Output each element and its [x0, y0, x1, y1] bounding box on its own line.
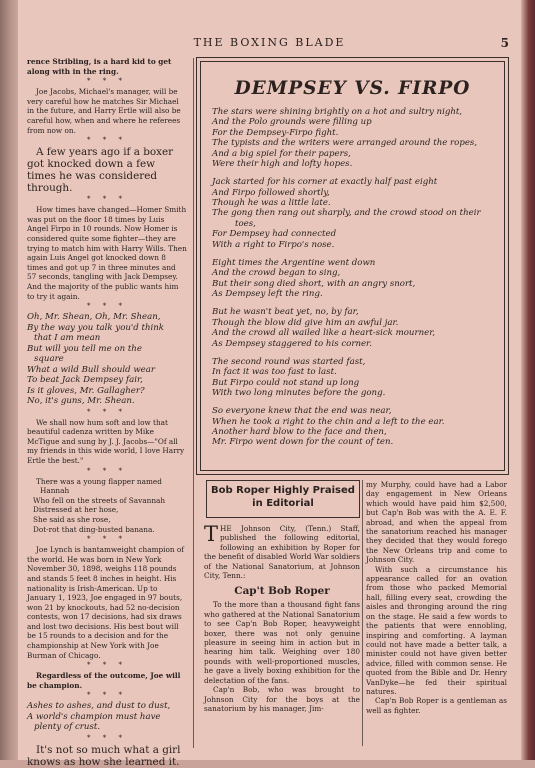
verse-line: No, it's guns, Mr. Shean.: [27, 396, 135, 407]
poem-line: And the crowd all wailed like a heart-sick mourner,: [212, 328, 436, 339]
verse-line: plenty of crust.: [34, 722, 101, 733]
poem-line: And Firpo followed shortly,: [212, 187, 330, 198]
lead-text: HE Johnson City, (Tenn.) Staff, published the following editorial, following an exhibition by Roper for the benefit of disabled World War soldiers of the National Sanatorium, at Johnson City, Tenn.:: [204, 524, 360, 581]
poem-line: The stars were shining brightly on a hot and sultry night,: [212, 107, 463, 117]
magazine-page: [18, 0, 521, 768]
verse-line: Distressed at her hose,: [33, 505, 119, 515]
separator-stars: * * *: [87, 733, 127, 742]
verse-line: Oh, Mr. Shean, Oh, Mr. Shean,: [27, 312, 161, 323]
article-column-1: [204, 524, 360, 713]
paragraph-large: It's not so much what a girl knows as how she learned it.: [27, 743, 181, 768]
verse-line: that I am mean: [34, 333, 101, 344]
article-headline-box: [206, 480, 360, 518]
limerick: [27, 486, 187, 534]
article-headline: [207, 484, 359, 510]
paragraph: Cap'n Bob, who was brought to Johnson City for the boys at the sanatorium by his manager, Jim-: [204, 685, 360, 713]
separator-stars: * * *: [87, 136, 127, 145]
separator-stars: * * *: [87, 691, 127, 700]
running-title: THE BOXING BLADE: [193, 36, 346, 49]
page-number: 5: [500, 36, 509, 50]
poem-line: toes,: [235, 218, 256, 229]
headline-line: in Editorial: [252, 498, 314, 509]
article-lead: [204, 524, 360, 580]
poem-line: For Dempsey had connected: [212, 229, 337, 240]
verse-line: Ashes to ashes, and dust to dust,: [27, 701, 171, 712]
article-subhead: Cap't Bob Roper: [234, 585, 330, 598]
verse-line: Hannah: [40, 486, 70, 496]
poem-line: As Dempsey left the ring.: [212, 289, 323, 300]
stanza: [212, 307, 502, 349]
song-verse: [27, 312, 187, 407]
poem-line: The gong then rang out sharply, and the crowd stood on their: [212, 208, 481, 219]
poem-line: Jack started for his corner at exactly half past eight: [212, 177, 438, 188]
stanza: [212, 357, 502, 399]
poem-line: But their song died short, with an angry snort,: [212, 278, 416, 289]
poem-title: DEMPSEY VS. FIRPO: [234, 78, 471, 99]
paragraph: Joe Lynch is bantamweight champion of the world. He was born in New York November 30, 1898, weighs 118 pounds and stands 5 feet 8 inches in height. His nationality is Irish-American. Up to January 1, 1923, Joe engaged in 97 bouts, won 21 by knockouts, had 52 no-decision contests, won 17 decisions, had six draws and lost two decisions. His best bout will be 15 rounds to a decision and for the championship at New York with Joe Burman of Chicago.: [27, 545, 185, 660]
stanza: [212, 177, 502, 250]
poem-line: But he wasn't beat yet, no, by far,: [212, 307, 359, 318]
headline-line: Bob Roper Highly Praised: [211, 485, 355, 496]
verse-line: But will you tell me on the: [27, 343, 142, 354]
poem-line: Another hard blow to the face and then,: [212, 426, 387, 437]
paragraph: rence Stribling, is a hard kid to get along with in the ring.: [27, 57, 172, 76]
poem-line: So everyone knew that the end was near,: [212, 406, 392, 417]
poem-line: When he took a right to the chin and a left to the ear.: [212, 416, 445, 427]
drop-cap: T: [204, 522, 219, 546]
column-left: [27, 57, 187, 768]
page-header: [18, 36, 521, 52]
poem-line: The second round was started fast,: [212, 356, 366, 367]
poem-line: Mr. Firpo went down for the count of ten.: [212, 437, 394, 448]
poem-line: The typists and the writers were arranged around the ropes,: [212, 138, 478, 149]
paragraph: Regardless of the outcome, Joe will be champion.: [27, 671, 181, 690]
separator-stars: * * *: [87, 302, 127, 311]
article-column-2: [366, 480, 507, 715]
separator-stars: * * *: [87, 195, 127, 204]
verse-line: She said as she rose,: [33, 514, 111, 524]
verse-line: square: [34, 354, 64, 365]
column-divider: [193, 58, 194, 748]
verse-line: A world's champion must have: [27, 711, 161, 722]
separator-stars: * * *: [87, 407, 127, 416]
poem-line: Were their high and lofty hopes.: [212, 159, 353, 170]
poem-line: Though the blow did give him an awful jar.: [212, 317, 399, 328]
poem-line: With a right to Firpo's nose.: [212, 239, 335, 250]
poem-inner-border: [200, 61, 505, 471]
poem-body: [212, 107, 502, 456]
paragraph: Joe Jacobs, Michael's manager, will be very careful how he matches Sir Michael in the future, and Harry Ertle will also be careful how, when and where he referees from now on.: [27, 87, 181, 135]
verse-line: By the way you talk you'd think: [27, 322, 164, 333]
poem-line: With two long minutes before the gong.: [212, 387, 386, 398]
limerick-intro: There was a young flapper named: [36, 476, 162, 486]
stanza: [212, 107, 502, 169]
poem-line: But Firpo could not stand up long: [212, 377, 360, 388]
separator-stars: * * *: [87, 466, 127, 475]
stanza: [212, 258, 502, 300]
poem-line: For the Dempsey-Firpo fight.: [212, 127, 339, 138]
page-edge: [521, 0, 535, 760]
paragraph: With such a circumstance his appearance called for an ovation from those who packed Memorial hall, filling every seat, crowding the aisles and thronging around the ring on the stage. He said a few words to the patients that were ennobling, inspiring and comforting. A layman could not have made a better talk, a minister could not have given better advice, filled with common sense. He quoted from the Bible and Dr. Henry VanDyke—he fed their spiritual natures.: [366, 564, 507, 696]
verse-line: What a wild Bull should wear: [27, 364, 156, 375]
verse-line: Is it gloves, Mr. Gallagher?: [27, 385, 145, 396]
separator-stars: * * *: [87, 661, 127, 670]
verse: [27, 701, 187, 733]
paragraph: To the more than a thousand fight fans who gathered at the National Sanatorium to see Cap'n Bob Roper, heavyweight boxer, there was not only genuine pleasure in seeing him in action but in hearing him talk. Weighing over 180 pounds with well-proportioned muscles, he gave a lively boxing exhibition for the delectation of the fans.: [204, 600, 360, 685]
poem-line: As Dempsey staggered to his corner.: [212, 338, 372, 349]
column-divider: [362, 480, 363, 746]
poem-line: And a big spiel for their papers,: [212, 148, 351, 159]
poem-line: In fact it was too fast to last.: [212, 367, 337, 378]
poem-line: Though he was a little late.: [212, 198, 331, 209]
verse-line: Who fell on the streets of Savannah: [33, 495, 166, 505]
verse-line: Dot-rot that ding-busted banana.: [33, 524, 155, 534]
stanza: [212, 406, 502, 448]
separator-stars: * * *: [87, 535, 127, 544]
poem-line: Eight times the Argentine went down: [212, 257, 376, 268]
book-binding: [0, 0, 18, 760]
paragraph: my Murphy, could have had a Labor day engagement in New Orleans which would have paid him $2,500, but Cap'n Bob was with the A. E. F. abroad, and when the appeal from the sanatorium reached his manager they decided that they would forego the New Orleans trip and come to Johnson City.: [366, 480, 507, 565]
paragraph: We shall now hum soft and low that beautiful cadenza written by Mike McTigue and sung by J. J. Jacobs—"Of all my friends in this wide world, I love Harry Ertle the best.": [27, 417, 185, 465]
poem-line: And the crowd began to sing,: [212, 268, 341, 279]
verse-line: To beat Jack Dempsey fair,: [27, 375, 143, 386]
separator-stars: * * *: [87, 77, 127, 86]
paragraph: How times have changed—Homer Smith was put on the floor 18 times by Luis Angel Firpo in 10 rounds. Now Homer is considered quite some fighter—they are trying to match him with Harry Wills. Then again Luis Angel got knocked down 8 times and got up 7 in three minutes and 57 seconds, tangling with Jack Dempsey. And the majority of the public wants him to try it again.: [27, 205, 187, 301]
poem-box: [196, 57, 509, 475]
paragraph-large: A few years ago if a boxer got knocked down a few times he was considered through.: [27, 146, 174, 195]
poem-line: And the Polo grounds were filling up: [212, 117, 372, 128]
paragraph: Cap'n Bob Roper is a gentleman as well as fighter.: [366, 696, 507, 715]
